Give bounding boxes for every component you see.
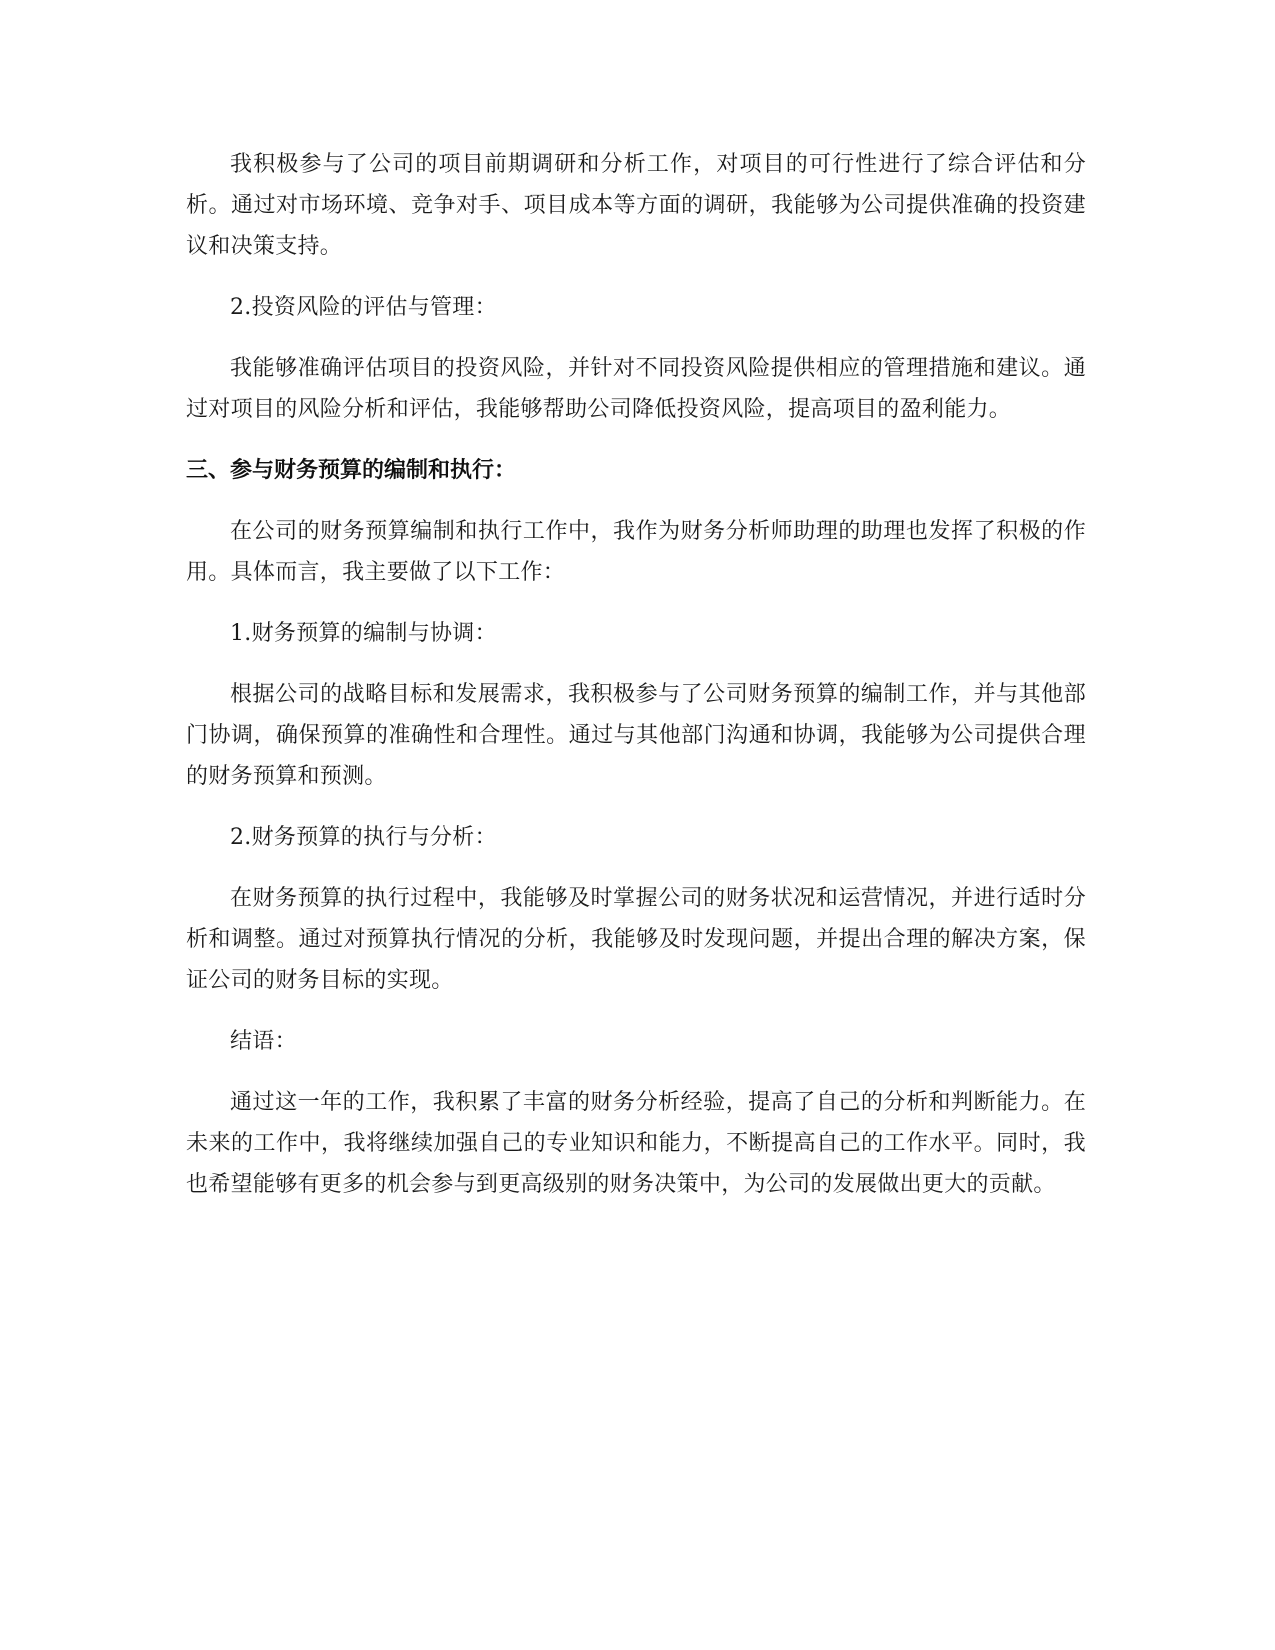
conclusion-label: 结语： — [230, 1029, 297, 1054]
paragraph-budget-intro: 在公司的财务预算编制和执行工作中，我作为财务分析师助理的助理也发挥了积极的作用。具体而言，我主要做了以下工作： — [186, 519, 1086, 585]
subheading-budget-preparation: 1.财务预算的编制与协调： — [230, 621, 497, 646]
section-heading-budget: 三、参与财务预算的编制和执行： — [186, 458, 517, 483]
subheading-budget-execution: 2.财务预算的执行与分析： — [230, 825, 497, 850]
paragraph-project-research: 我积极参与了公司的项目前期调研和分析工作，对项目的可行性进行了综合评估和分析。通过对市场环境、竞争对手、项目成本等方面的调研，我能够为公司提供准确的投资建议和决策支持。 — [186, 152, 1086, 259]
paragraph-investment-risk: 我能够准确评估项目的投资风险，并针对不同投资风险提供相应的管理措施和建议。通过对项目的风险分析和评估，我能够帮助公司降低投资风险，提高项目的盈利能力。 — [186, 356, 1086, 422]
subheading-investment-risk: 2.投资风险的评估与管理： — [230, 295, 497, 320]
paragraph-budget-execution: 在财务预算的执行过程中，我能够及时掌握公司的财务状况和运营情况，并进行适时分析和调整。通过对预算执行情况的分析，我能够及时发现问题，并提出合理的解决方案，保证公司的财务目标的实现。 — [186, 886, 1086, 993]
paragraph-budget-preparation: 根据公司的战略目标和发展需求，我积极参与了公司财务预算的编制工作，并与其他部门协调，确保预算的准确性和合理性。通过与其他部门沟通和协调，我能够为公司提供合理的财务预算和预测。 — [186, 682, 1086, 789]
document-body — [186, 144, 1086, 1225]
paragraph-conclusion: 通过这一年的工作，我积累了丰富的财务分析经验，提高了自己的分析和判断能力。在未来的工作中，我将继续加强自己的专业知识和能力，不断提高自己的工作水平。同时，我也希望能够有更多的机会参与到更高级别的财务决策中，为公司的发展做出更大的贡献。 — [186, 1090, 1086, 1197]
